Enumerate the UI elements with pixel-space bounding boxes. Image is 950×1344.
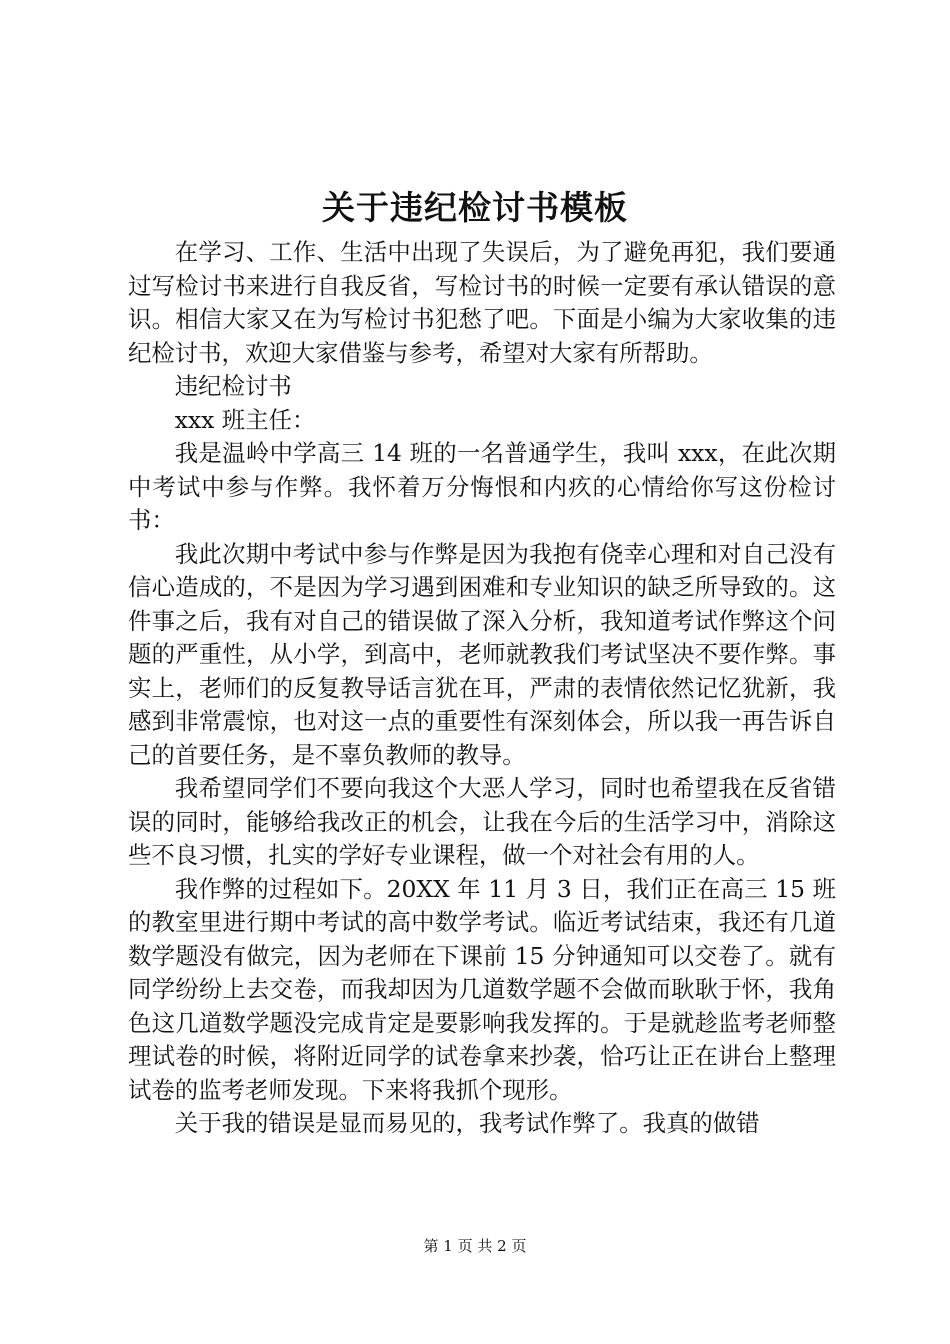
document-title: 关于违纪检讨书模板 (322, 188, 628, 227)
paragraph-self-introduction: 我是温岭中学高三 14 班的一名普通学生，我叫 xxx，在此次期中考试中参与作弊。我怀着万分悔恨和内疚的心情给你写这份检讨书： (128, 439, 836, 534)
paragraph-intro: 在学习、工作、生活中出现了失误后，为了避免再犯，我们要通过写检讨书来进行自我反省，写检讨书的时候一定要有承认错误的意识。相信大家又在为写检讨书犯愁了吧。下面是小编为大家收集的违纪检讨书，欢迎大家借鉴与参考，希望对大家有所帮助。 (128, 238, 836, 367)
page-footer: 第 1 页 共 2 页 (423, 1237, 527, 1255)
document-body (128, 236, 836, 1141)
paragraph-subtitle: 违纪检讨书 (174, 372, 292, 400)
paragraph-process: 我作弊的过程如下。20XX 年 11 月 3 日，我们正在高三 15 班的教室里进行期中考试的高中数学考试。临近考试结束，我还有几道数学题没有做完，因为老师在下课前 15 分钟通知可以交卷了。就有同学纷纷上去交卷，而我却因为几道数学题不会做而耿耿于怀，我角色这几道数学题没完成肯定是要影响我发挥的。于是就趁监考老师整理试卷的时候，将附近同学的试卷拿来抄袭，恰巧让正在讲台上整理试卷的监考老师发现。下来将我抓个现形。 (128, 874, 836, 1104)
paragraph-reason: 我此次期中考试中参与作弊是因为我抱有侥幸心理和对自己没有信心造成的，不是因为学习遇到困难和专业知识的缺乏所导致的。这件事之后，我有对自己的错误做了深入分析，我知道考试作弊这个问题的严重性，从小学，到高中，老师就教我们考试坚决不要作弊。事实上，老师们的反复教导话言犹在耳，严肃的表情依然记忆犹新，我感到非常震惊，也对这一点的重要性有深刻体会，所以我一再告诉自己的首要任务，是不辜负教师的教导。 (128, 539, 836, 769)
paragraph-salutation: xxx 班主任： (174, 405, 316, 434)
paragraph-conclusion: 关于我的错误是显而易见的，我考试作弊了。我真的做错 (174, 1109, 760, 1137)
paragraph-hope: 我希望同学们不要向我这个大恶人学习，同时也希望我在反省错误的同时，能够给我改正的机会，让我在今后的生活学习中，消除这些不良习惯，扎实的学好专业课程，做一个对社会有用的人。 (128, 774, 836, 869)
